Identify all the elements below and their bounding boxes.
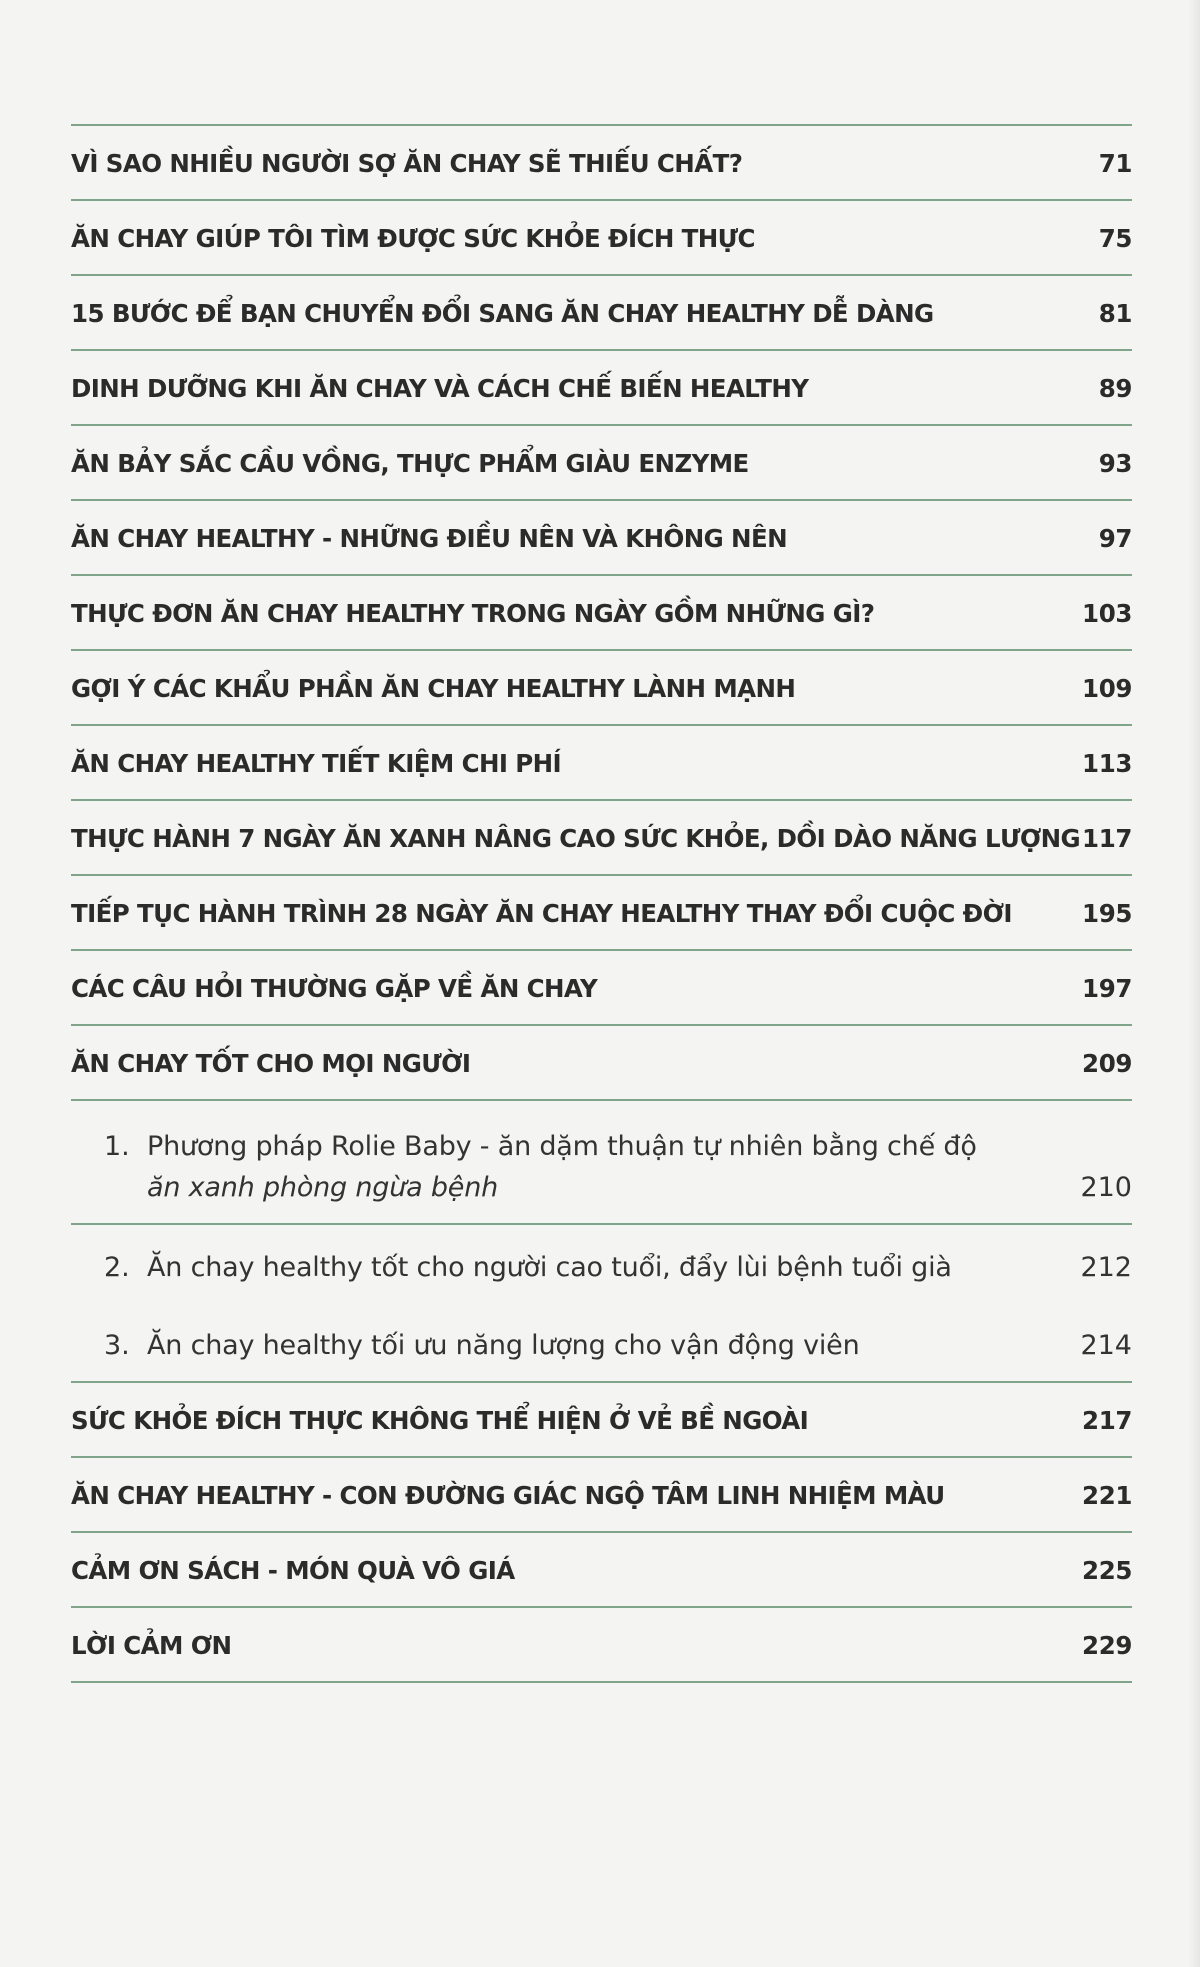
toc-sub-entry-title: Phương pháp Rolie Baby - ăn dặm thuận tự nhiên bằng chế độ	[147, 1131, 977, 1162]
toc-sub-entry-page: 214	[1080, 1330, 1132, 1361]
page-edge-shadow	[1188, 0, 1200, 1967]
toc-entry-title: SỨC KHỎE ĐÍCH THỰC KHÔNG THỂ HIỆN Ở VẺ BỀ NGOÀI	[71, 1406, 809, 1435]
toc-entry-page: 89	[1098, 374, 1132, 403]
toc-entry[interactable]	[71, 1026, 1132, 1101]
toc-entry[interactable]	[71, 426, 1132, 501]
toc-entry-page: 209	[1082, 1049, 1132, 1078]
toc-entry-title: ĂN CHAY TỐT CHO MỌI NGƯỜI	[71, 1049, 471, 1078]
toc-entry[interactable]	[71, 1533, 1132, 1608]
toc-entry[interactable]	[71, 276, 1132, 351]
toc-sub-entry[interactable]	[71, 1101, 1132, 1225]
toc-entry-title: VÌ SAO NHIỀU NGƯỜI SỢ ĂN CHAY SẼ THIẾU CHẤT?	[71, 149, 743, 178]
toc-entry[interactable]	[71, 726, 1132, 801]
toc-sub-entry[interactable]	[71, 1225, 1132, 1304]
toc-entry-page: 117	[1082, 824, 1132, 853]
toc-entry[interactable]	[71, 1608, 1132, 1683]
toc-entry-page: 109	[1082, 674, 1132, 703]
toc-entry-page: 195	[1082, 899, 1132, 928]
toc-entry-page: 113	[1082, 749, 1132, 778]
toc-sub-entry-title: Ăn chay healthy tối ưu năng lượng cho vận động viên	[147, 1330, 860, 1361]
toc-entry-page: 75	[1098, 224, 1132, 253]
toc-entry-title: ĂN BẢY SẮC CẦU VỒNG, THỰC PHẨM GIÀU ENZYME	[71, 449, 749, 478]
toc-entry-page: 225	[1082, 1556, 1132, 1585]
toc-entry-page: 197	[1082, 974, 1132, 1003]
toc-entry-title: TIẾP TỤC HÀNH TRÌNH 28 NGÀY ĂN CHAY HEALTHY THAY ĐỔI CUỘC ĐỜI	[71, 899, 1012, 928]
toc-entry-page: 81	[1098, 299, 1132, 328]
toc-entry-title: GỢI Ý CÁC KHẨU PHẦN ĂN CHAY HEALTHY LÀNH MẠNH	[71, 674, 796, 703]
toc-sub-entry-page: 212	[1080, 1252, 1132, 1283]
toc-sub-entry-page: 210	[1080, 1172, 1132, 1203]
toc-entry[interactable]	[71, 801, 1132, 876]
toc-entry-title: CẢM ƠN SÁCH - MÓN QUÀ VÔ GIÁ	[71, 1556, 515, 1585]
toc-entry-title: THỰC ĐƠN ĂN CHAY HEALTHY TRONG NGÀY GỒM NHỮNG GÌ?	[71, 599, 875, 628]
toc-sub-entry[interactable]	[71, 1304, 1132, 1383]
toc-entry-page: 221	[1082, 1481, 1132, 1510]
toc-sub-entry-number: 1.	[104, 1131, 130, 1162]
toc-entry[interactable]	[71, 651, 1132, 726]
toc-entry[interactable]	[71, 1458, 1132, 1533]
toc-entry-page: 217	[1082, 1406, 1132, 1435]
toc-entry[interactable]	[71, 576, 1132, 651]
toc-entry-page: 71	[1098, 149, 1132, 178]
toc-entry-page: 93	[1098, 449, 1132, 478]
toc-entry[interactable]	[71, 501, 1132, 576]
toc-sub-entry-number: 3.	[104, 1330, 130, 1361]
table-of-contents	[71, 124, 1132, 1683]
toc-entry-title: THỰC HÀNH 7 NGÀY ĂN XANH NÂNG CAO SỨC KHỎE, DỒI DÀO NĂNG LƯỢNG	[71, 824, 1081, 853]
toc-entry[interactable]	[71, 876, 1132, 951]
toc-entry-title: ĂN CHAY HEALTHY - CON ĐƯỜNG GIÁC NGỘ TÂM LINH NHIỆM MÀU	[71, 1481, 945, 1510]
toc-entry-title: 15 BƯỚC ĐỂ BẠN CHUYỂN ĐỔI SANG ĂN CHAY HEALTHY DỄ DÀNG	[71, 299, 934, 328]
toc-entry-page: 97	[1098, 524, 1132, 553]
toc-entry-page: 229	[1082, 1631, 1132, 1660]
toc-entry-title: ĂN CHAY HEALTHY - NHỮNG ĐIỀU NÊN VÀ KHÔNG NÊN	[71, 524, 788, 553]
toc-entry[interactable]	[71, 201, 1132, 276]
toc-entry-title: ĂN CHAY HEALTHY TIẾT KIỆM CHI PHÍ	[71, 749, 562, 778]
toc-sub-entry-number: 2.	[104, 1252, 130, 1283]
toc-sub-entry-title-continued: ăn xanh phòng ngừa bệnh	[147, 1172, 499, 1203]
toc-entry-title: DINH DƯỠNG KHI ĂN CHAY VÀ CÁCH CHẾ BIẾN HEALTHY	[71, 374, 809, 403]
toc-entry-title: CÁC CÂU HỎI THƯỜNG GẶP VỀ ĂN CHAY	[71, 974, 598, 1003]
toc-entry[interactable]	[71, 351, 1132, 426]
toc-entry[interactable]	[71, 126, 1132, 201]
toc-entry-page: 103	[1082, 599, 1132, 628]
toc-entry[interactable]	[71, 951, 1132, 1026]
toc-entry-title: ĂN CHAY GIÚP TÔI TÌM ĐƯỢC SỨC KHỎE ĐÍCH THỰC	[71, 224, 755, 253]
toc-sub-entry-title: Ăn chay healthy tốt cho người cao tuổi, đẩy lùi bệnh tuổi già	[147, 1252, 952, 1283]
toc-entry-title: LỜI CẢM ƠN	[71, 1631, 232, 1660]
toc-entry[interactable]	[71, 1383, 1132, 1458]
